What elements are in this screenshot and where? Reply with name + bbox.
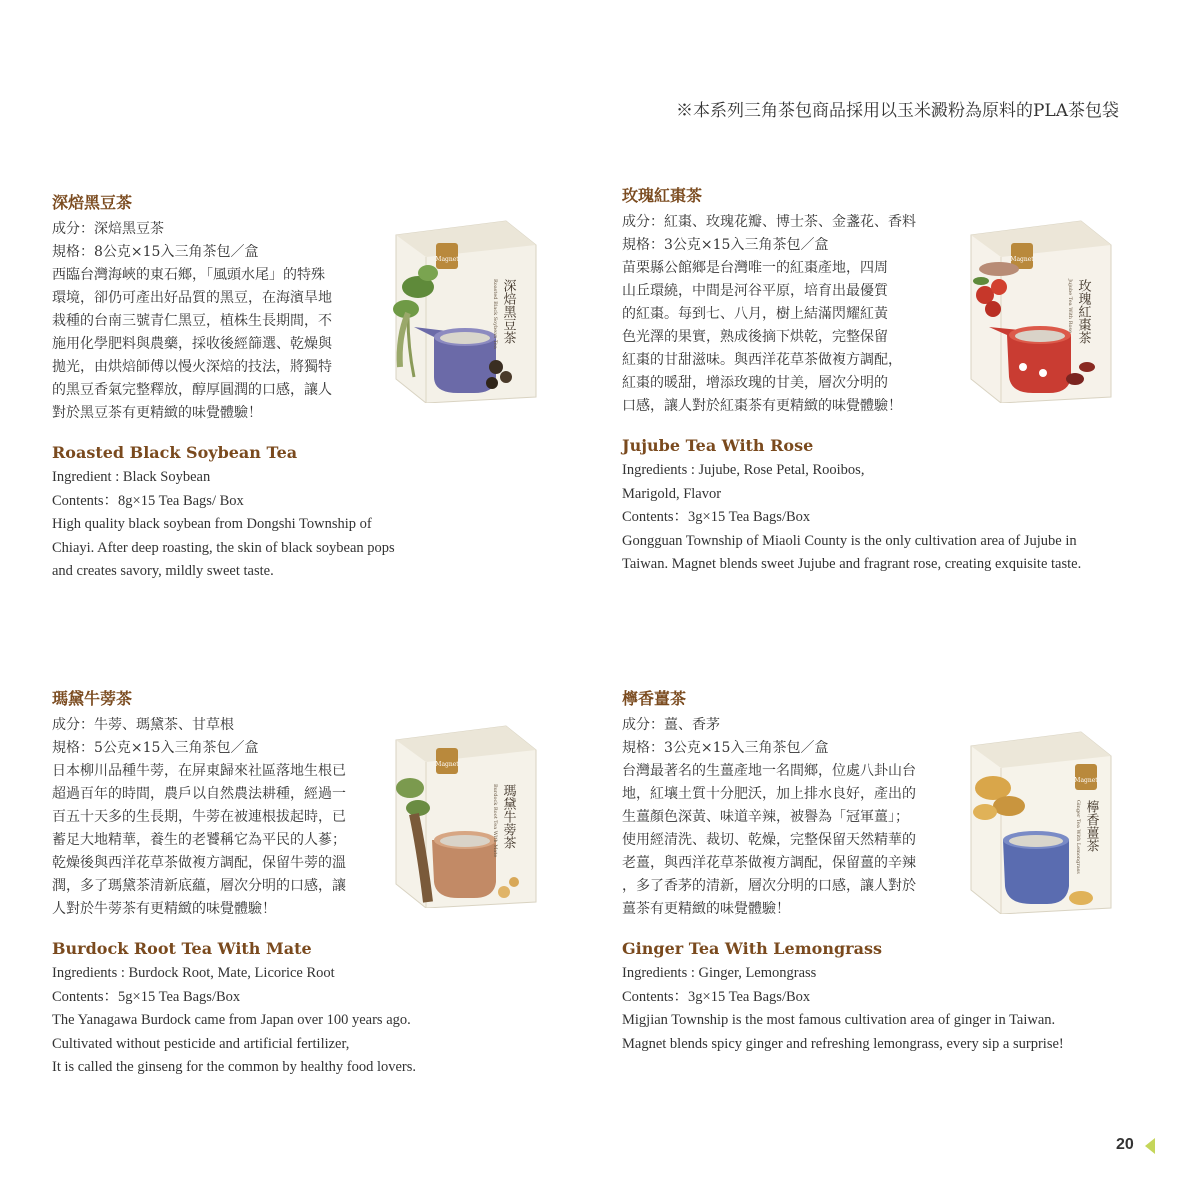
burdock-mate-tea-box-image [388, 722, 538, 908]
zh-line: 規格：8公克×15入三角茶包／盒 [52, 244, 259, 260]
product-en-description [52, 466, 612, 584]
en-line: Ingredients : Ginger, Lemongrass [622, 965, 817, 981]
en-line: Taiwan. Magnet blends sweet Jujube and fragrant rose, creating exquisite taste. [622, 556, 1082, 572]
product-zh-title: 檸香薑茶 [622, 689, 687, 708]
svg-text:檸香薑茶: 檸香薑茶 [1083, 800, 1099, 852]
zh-line: 薑茶有更精緻的味覺體驗！ [622, 901, 790, 917]
en-line: Magnet blends spicy ginger and refreshing lemongrass, every sip a surprise! [622, 1035, 1064, 1052]
en-line: Ingredient : Black Soybean [52, 469, 211, 485]
zh-line: 施用化學肥料與農藥，採收後經篩選、乾燥與 [52, 336, 332, 352]
zh-line: 超過百年的時間，農戶以自然農法耕種，經過一 [52, 786, 346, 802]
en-line: and creates savory, mildly sweet taste. [52, 563, 274, 579]
product-en-title: Roasted Black Soybean Tea [52, 443, 298, 462]
zh-line: 西臨台灣海峽的東石鄉，「風頭水尾」的特殊 [52, 267, 325, 283]
zh-line: 生薑顏色深黃、味道辛辣，被譽為「冠軍薑」； [622, 809, 909, 825]
zh-line: 成分：深焙黑豆茶 [52, 221, 164, 237]
en-line: Marigold, Flavor [622, 485, 722, 502]
zh-line: 使用經清洗、裁切、乾燥，完整保留天然精華的 [622, 832, 916, 848]
svg-text:Burdock Root Tea With Mate: Burdock Root Tea With Mate [492, 784, 498, 858]
zh-line: 規格：3公克×15入三角茶包／盒 [622, 237, 829, 253]
zh-line: 拋光，由烘焙師傅以慢火深焙的技法，將獨特 [52, 359, 332, 375]
zh-line: 乾燥後與西洋花草茶做複方調配，保留牛蒡的溫 [52, 855, 346, 871]
zh-line: ，多了香茅的清新，層次分明的口感，讓人對於 [622, 878, 916, 894]
product-en-title: Ginger Tea With Lemongrass [622, 939, 882, 958]
zh-line: 地，紅壤土質十分肥沃，加上排水良好，產出的 [622, 786, 916, 802]
svg-text:玫瑰紅棗茶: 玫瑰紅棗茶 [1075, 279, 1091, 344]
product-zh-title: 玫瑰紅棗茶 [622, 186, 703, 205]
product-en-description [52, 962, 612, 1080]
zh-line: 紅棗的暖甜，增添玫瑰的甘美，層次分明的 [622, 375, 888, 391]
zh-line: 山丘環繞，中間是河谷平原，培育出最優質 [622, 283, 888, 299]
zh-line: 栽種的台南三號青仁黑豆，植株生長期間，不 [52, 313, 332, 329]
en-line: Ingredients : Jujube, Rose Petal, Rooibos, [622, 462, 865, 478]
pla-notice: ※本系列三角茶包商品採用以玉米澱粉為原料的PLA茶包袋 [675, 101, 1119, 121]
page-number: 20 [1116, 1136, 1134, 1153]
en-line: Contents：5g×15 Tea Bags/Box [52, 988, 241, 1005]
en-line: High quality black soybean from Dongshi Township of [52, 516, 372, 532]
en-line: Gongguan Township of Miaoli County is the only cultivation area of Jujube in [622, 532, 1077, 549]
black-soybean-plant-and-cup-icon [388, 217, 538, 403]
svg-text:Jujube Tea With Rose: Jujube Tea With Rose [1067, 279, 1073, 333]
jujube-rose-tea-box-image [963, 217, 1113, 403]
zh-line: 人對於牛蒡茶有更精緻的味覺體驗！ [52, 901, 276, 917]
zh-line: 的黑豆香氣完整釋放，醇厚圓潤的口感，讓人 [52, 382, 332, 398]
zh-line: 規格：5公克×15入三角茶包／盒 [52, 740, 259, 756]
product-en-title: Burdock Root Tea With Mate [52, 939, 312, 958]
en-line: Migjian Township is the most famous cultivation area of ginger in Taiwan. [622, 1012, 1056, 1028]
burdock-root-and-cup-icon [388, 722, 538, 908]
en-line: Contents：3g×15 Tea Bags/Box [622, 988, 811, 1005]
svg-text:Magnet: Magnet [435, 761, 459, 768]
en-line: Ingredients : Burdock Root, Mate, Licorice Root [52, 965, 335, 981]
svg-text:Magnet: Magnet [435, 256, 459, 263]
previous-page-arrow-icon [1145, 1138, 1155, 1154]
zh-line: 苗栗縣公館鄉是台灣唯一的紅棗產地，四周 [622, 260, 888, 276]
zh-line: 環境，卻仍可產出好品質的黑豆，在海濱旱地 [52, 290, 332, 306]
ginger-and-cup-icon [963, 728, 1113, 914]
zh-line: 成分：薑、香茅 [622, 717, 720, 733]
svg-text:瑪黛牛蒡茶: 瑪黛牛蒡茶 [500, 784, 516, 849]
zh-line: 日本柳川品種牛蒡，在屏東歸來社區落地生根已 [52, 763, 346, 779]
product-en-description [622, 962, 1162, 1056]
zh-line: 紅棗的甘甜滋味。與西洋花草茶做複方調配， [622, 352, 902, 368]
svg-text:Ginger Tea With Lemongrass: Ginger Tea With Lemongrass [1075, 800, 1081, 874]
ginger-lemongrass-tea-box-image [963, 728, 1113, 914]
en-line: It is called the ginseng for the common by healthy food lovers. [52, 1059, 417, 1075]
zh-line: 的紅棗。每到七、八月，樹上結滿閃耀紅黃 [622, 306, 888, 322]
zh-line: 百五十天多的生長期，牛蒡在被連根拔起時，已 [52, 809, 346, 825]
en-line: Contents：8g×15 Tea Bags/ Box [52, 492, 244, 509]
zh-line: 規格：3公克×15入三角茶包／盒 [622, 740, 829, 756]
product-zh-title: 瑪黛牛蒡茶 [52, 689, 133, 708]
svg-text:Magnet: Magnet [1010, 256, 1034, 263]
product-en-description [622, 459, 1162, 577]
zh-line: 台灣最著名的生薑產地一名間鄉，位處八卦山台 [622, 763, 916, 779]
black-soybean-tea-box-image [388, 217, 538, 403]
product-zh-title: 深焙黑豆茶 [52, 193, 133, 212]
zh-line: 老薑，與西洋花草茶做複方調配，保留薑的辛辣 [622, 855, 916, 871]
zh-line: 對於黑豆茶有更精緻的味覺體驗！ [52, 405, 262, 421]
svg-text:Magnet: Magnet [1074, 777, 1098, 784]
zh-line: 色光澤的果實，熟成後摘下烘乾，完整保留 [622, 329, 888, 345]
en-line: Contents：3g×15 Tea Bags/Box [622, 509, 811, 525]
zh-line: 成分：紅棗、玫瑰花瓣、博士茶、金盞花、香料 [622, 214, 916, 230]
svg-text:Roasted Black Soybean Tea: Roasted Black Soybean Tea [492, 279, 498, 349]
zh-line: 蓄足大地精華，養生的老饕稱它為平民的人蔘； [52, 832, 346, 848]
svg-text:深焙黑豆茶: 深焙黑豆茶 [500, 279, 516, 344]
en-line: Chiayi. After deep roasting, the skin of black soybean pops [52, 539, 395, 556]
en-line: The Yanagawa Burdock came from Japan over 100 years ago. [52, 1012, 411, 1028]
zh-line: 成分：牛蒡、瑪黛茶、甘草根 [52, 717, 234, 733]
zh-line: 口感，讓人對於紅棗茶有更精緻的味覺體驗！ [622, 398, 902, 414]
product-en-title: Jujube Tea With Rose [622, 436, 814, 455]
en-line: Cultivated without pesticide and artificial fertilizer, [52, 1035, 350, 1052]
jujube-and-cup-icon [963, 217, 1113, 403]
zh-line: 潤，多了瑪黛茶清新底蘊，層次分明的口感，讓 [52, 878, 346, 894]
